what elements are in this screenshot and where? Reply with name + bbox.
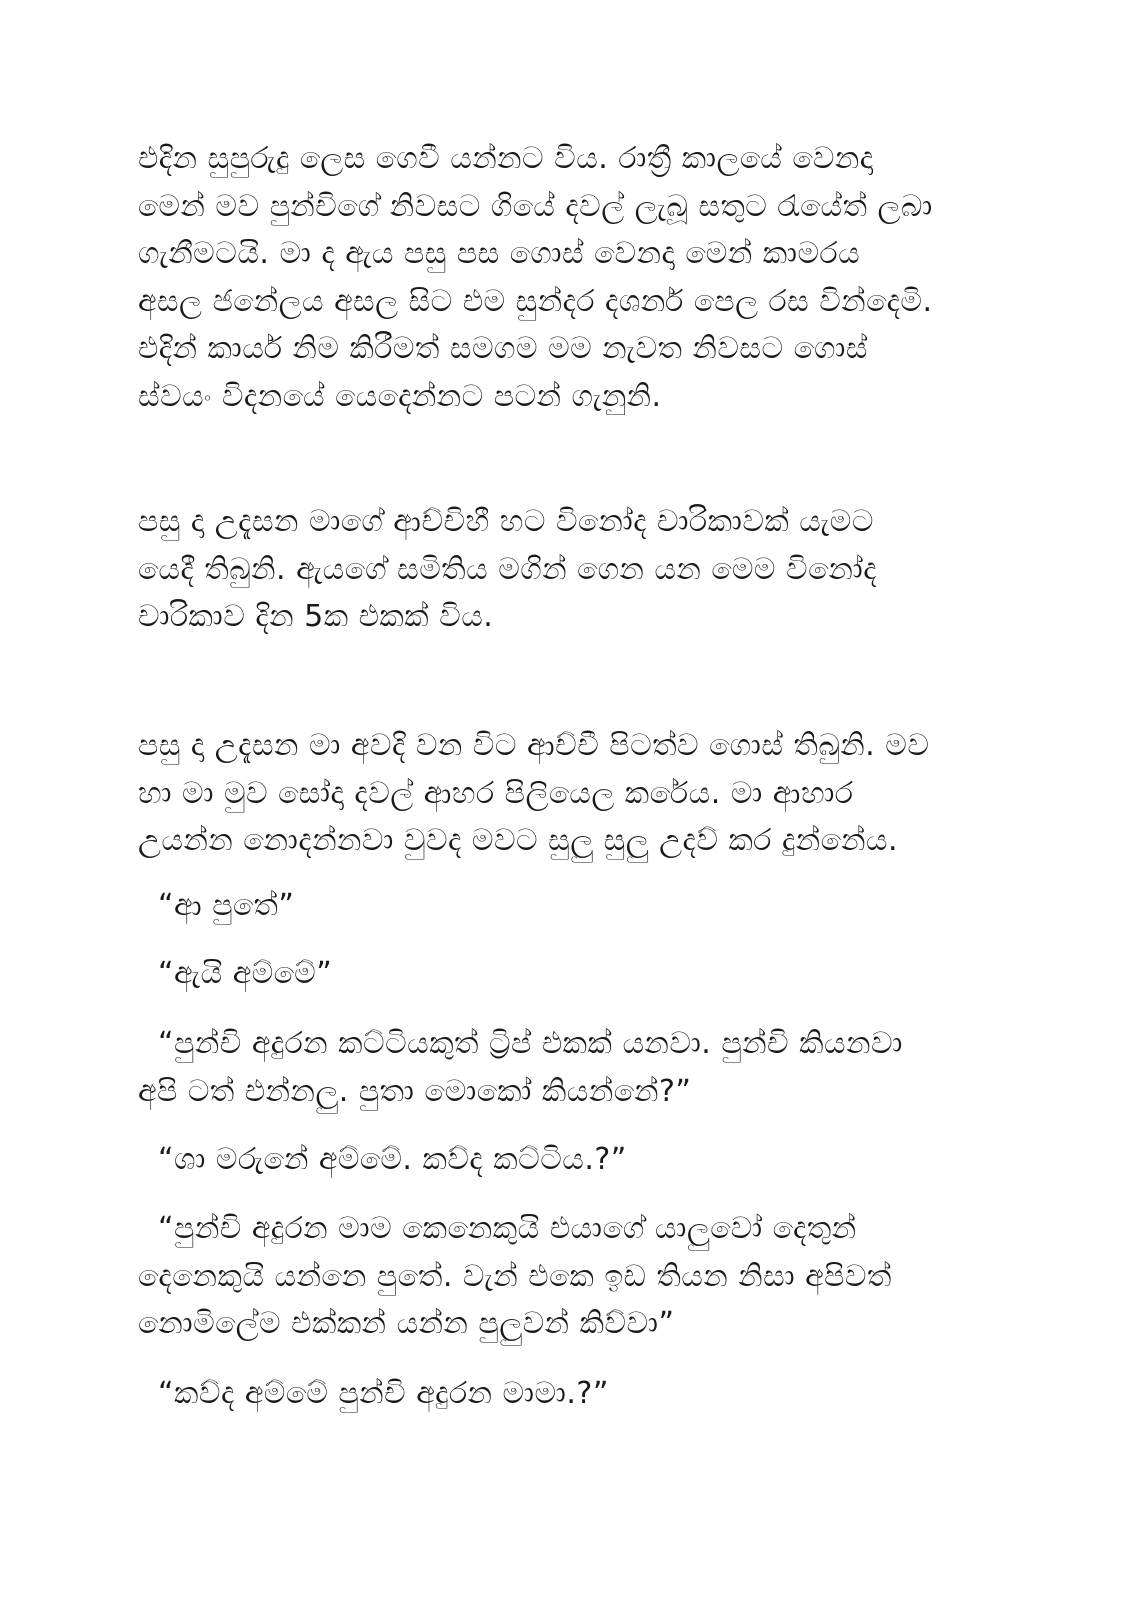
text-line: “පුන්චි අදුරන මාම කෙනෙකුයි එයාගේ යාලුවෝ දෙතුන් bbox=[158, 1211, 857, 1246]
text-line: එදින සුපුරුදු ලෙස ගෙවී යන්නට විය. රාත්‍රී කාලයේ වෙනදා bbox=[138, 141, 874, 176]
paragraph-1 bbox=[138, 135, 1018, 420]
text-line: “ආ පුතේ” bbox=[158, 888, 295, 923]
dialogue-line bbox=[138, 1205, 1018, 1348]
text-line: එදින් කාර්ය නිම කිරීමත් සමගම මම නැවත නිවසට ගොස් bbox=[138, 331, 868, 366]
dialogue-line bbox=[138, 1136, 1018, 1184]
text-line: මෙන් මව පුන්චිගේ නිවසට ගියේ දවල් ලැබූ සතුට රැයේත් ලබා bbox=[138, 188, 933, 224]
text-line: “පුන්චි අදුරන කට්ටියකුත් ට්‍රිප් එකක් යනවා. පුන්චි කියනවා bbox=[158, 1026, 903, 1061]
dialogue-line bbox=[138, 950, 1018, 998]
text-line: උයන්න නොදන්නවා වුවද මවට සුලු සුලු උදව් කර දුන්නේය. bbox=[138, 823, 899, 858]
text-line: නොමිලේම එක්කන් යන්න පුලුවන් කිව්වා” bbox=[138, 1306, 675, 1341]
text-line: “ශා මරුනේ අම්මේ. කව්ද කට්ටිය.?” bbox=[158, 1142, 627, 1177]
text-line: ස්වයං විදනයේ යෙදෙන්නට පටන් ගැනුනි. bbox=[138, 378, 662, 414]
dialogue-line bbox=[138, 1020, 1018, 1115]
text-line: අසල ජනේලය අසල සිට එම සුන්දර දශර්න පෙල රස වින්දෙමි. bbox=[138, 283, 933, 319]
paragraph-2 bbox=[138, 498, 1018, 641]
dialogue-line bbox=[138, 882, 1018, 930]
text-line: පසු දා උදැසන මාගේ ආච්චිහී හට විනෝද චාරිකාවක් යැමට bbox=[138, 504, 874, 539]
text-line: දෙනෙකුයි යන්නෙ පුතේ. වැන් එකෙ ඉඩ තියන නිසා අපිවත් bbox=[138, 1258, 892, 1294]
text-line: “කව්ද අම්මේ පුන්චි අදුරන මාමා.?” bbox=[158, 1376, 609, 1411]
text-line: ගැනීමටයි. මා ද ඇය පසු පස ගොස් වෙනදා මෙන් කාමරය bbox=[138, 236, 861, 271]
dialogue-line bbox=[138, 1370, 1018, 1418]
text-line: යෙදී තිබුනි. ඇයගේ සමිතිය මගින් ගෙන යන මෙම විනෝද bbox=[138, 551, 878, 587]
text-line: පසු දා උදැසන මා අවදි වන විට ආච්චී පිටත්ව ගොස් තිබුනි. මව bbox=[138, 728, 930, 763]
text-line: “ඇයි අම්මේ” bbox=[158, 956, 333, 991]
paragraph-3 bbox=[138, 722, 1018, 865]
text-line: හා මා මුව සෝදා දවල් ආහර පිලියෙල කරේය. මා ආහාර bbox=[138, 775, 854, 811]
text-line: අපි ටත් එන්නලු. පුතා මොකෝ කියන්නේ?” bbox=[138, 1073, 692, 1109]
text-line: චාරිකාව දින 5ක එකක් විය. bbox=[138, 599, 494, 634]
